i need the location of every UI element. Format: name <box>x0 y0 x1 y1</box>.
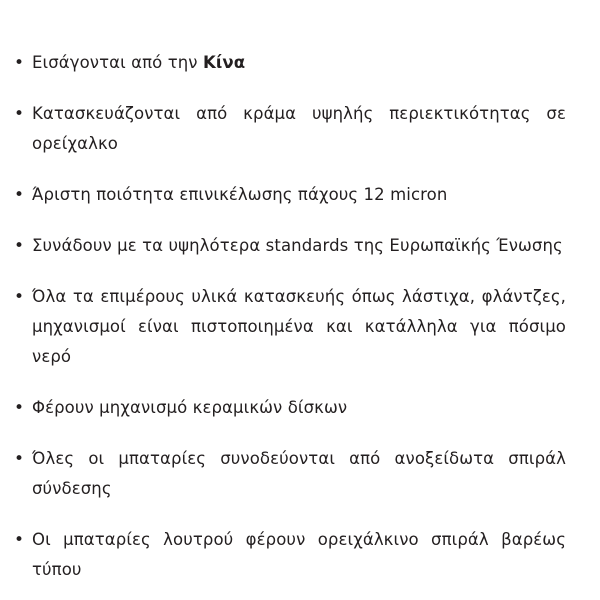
text-segment: Άριστη ποιότητα επινικέλωσης πάχους 12 micron <box>32 185 448 204</box>
list-item <box>14 180 570 210</box>
text-segment: Κίνα <box>202 53 246 72</box>
bullet-point-icon: • <box>14 236 25 256</box>
text-segment: Φέρουν μηχανισμό κεραμικών δίσκων <box>32 398 348 417</box>
list-item-text-bath-spiral <box>32 525 570 585</box>
list-item-text-material <box>32 99 570 159</box>
list-item-text-ceramic-mechanism <box>32 393 570 423</box>
text-segment: Κατασκευάζονται από κράμα υψηλής περιεκτικότητας σε ορείχαλκο <box>32 104 566 153</box>
list-item-text-standards <box>32 231 570 261</box>
text-segment: Όλες οι μπαταρίες συνοδεύονται από ανοξείδωτα σπιράλ σύνδεσης <box>32 449 566 498</box>
list-item-text-components <box>32 282 570 372</box>
list-item <box>14 99 570 159</box>
feature-bullet-list <box>14 48 570 585</box>
list-item <box>14 282 570 372</box>
bullet-point-icon: • <box>14 53 25 73</box>
bullet-point-icon: • <box>14 449 25 469</box>
list-item-text-plating <box>32 180 570 210</box>
bullet-point-icon: • <box>14 530 25 550</box>
bullet-point-icon: • <box>14 287 25 307</box>
text-segment: Συνάδουν με τα υψηλότερα standards της Ευρωπαϊκής Ένωσης <box>32 236 563 255</box>
list-item-text-origin <box>32 48 570 78</box>
list-item-text-spiral-connection <box>32 444 570 504</box>
text-segment: Εισάγονται από την <box>32 53 203 72</box>
list-item <box>14 444 570 504</box>
bullet-point-icon: • <box>14 185 25 205</box>
list-item <box>14 231 570 261</box>
bullet-point-icon: • <box>14 398 25 418</box>
text-segment: Οι μπαταρίες λουτρού φέρουν ορειχάλκινο σπιράλ βαρέως τύπου <box>32 530 566 579</box>
list-item <box>14 393 570 423</box>
list-item <box>14 48 570 78</box>
list-item <box>14 525 570 585</box>
text-segment: Όλα τα επιμέρους υλικά κατασκευής όπως λάστιχα, φλάντζες, μηχανισμοί είναι πιστοποιημένα και κατάλληλα για πόσιμο νερό <box>32 287 566 366</box>
bullet-point-icon: • <box>14 104 25 124</box>
